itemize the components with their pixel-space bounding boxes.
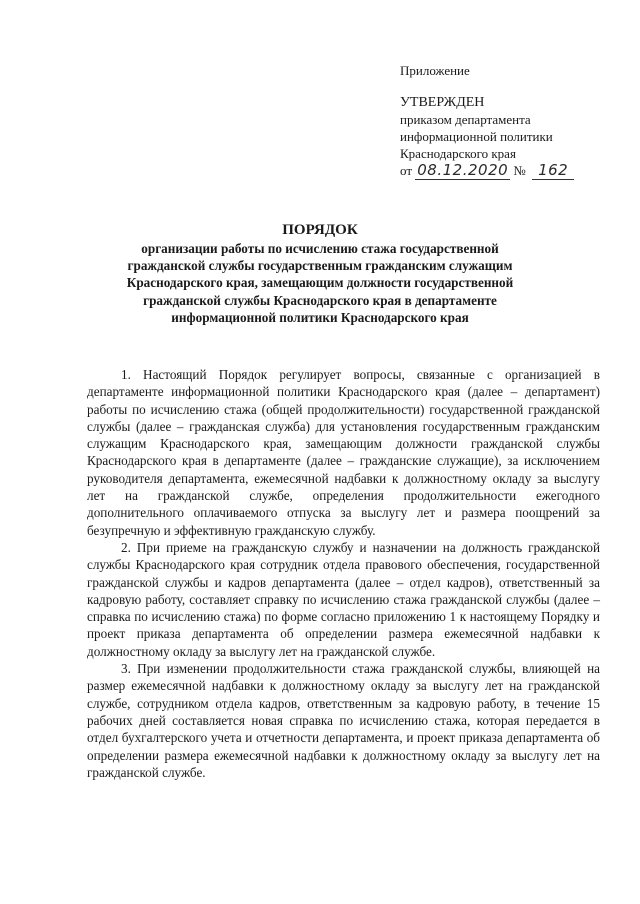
order-line-3: Краснодарского края — [400, 146, 516, 161]
approval-block — [400, 62, 630, 180]
order-date-number-line — [400, 162, 630, 180]
document-body — [87, 366, 600, 781]
subtitle-line-4: гражданской службы Краснодарского края в департаменте — [143, 292, 497, 308]
order-line-1: приказом департамента — [400, 112, 531, 127]
subtitle-line-3: Краснодарского края, замещающим должности государственной — [126, 275, 514, 291]
subtitle-line-2: гражданской службы государственным гражданским служащим — [127, 258, 513, 274]
subtitle-line-1: организации работы по исчислению стажа государственной — [141, 241, 499, 256]
number-sign: № — [513, 163, 526, 178]
subtitle-line-5: информационной политики Краснодарского края — [171, 309, 469, 325]
paragraph-2: 2. При приеме на гражданскую службу и назначении на должность гражданской службы Краснодарского края сотрудник отдела правового обеспечения, государственной гражданской службы и кадров департамента (далее – отдел кадров), ответственный за кадровую работу, составляет справку по исчислению стажа гражданской службы (далее – справка по исчислению стажа) по форме согласно приложению 1 к настоящему Порядку и проект приказа департамента об определении размера ежемесячной надбавки к должностному окладу за выслугу лет на гражданской службе. — [87, 539, 600, 659]
document-title: ПОРЯДОК — [282, 222, 358, 238]
from-prefix: от — [400, 163, 413, 178]
paragraph-1: 1. Настоящий Порядок регулирует вопросы, связанные с организацией в департаменте информационной политики Краснодарского края (далее – департамент) работы по исчислению стажа (общей продолжительности) государственной гражданской службы (далее – гражданская служба) для установления государственным гражданским служащим Краснодарского края, замещающим должности гражданской службы Краснодарского края в департаменте (далее – гражданские служащие), за исключением руководителя департамента, ежемесячной надбавки к должностному окладу за выслугу лет на гражданской службе, определения продолжительности ежегодного дополнительного оплачиваемого отпуска за выслугу лет и размера поощрений за безупречную и эффективную гражданскую службу. — [87, 367, 600, 538]
handwritten-date: 08.12.2020 — [417, 161, 509, 179]
appendix-label: Приложение — [400, 63, 470, 78]
approved-label: УТВЕРЖДЕН — [400, 95, 485, 110]
handwritten-number: 162 — [532, 162, 574, 180]
order-line-2: информационной политики — [400, 129, 553, 144]
paragraph-3: 3. При изменении продолжительности стажа гражданской службы, влияющей на размер ежемесячной надбавки к должностному окладу за выслугу лет на гражданской службе, сотрудником отдела кадров, ответственным за кадровую работу, в течение 15 рабочих дней составляется новая справка по исчислению стажа, которая передается в отдел бухгалтерского учета и отчетности департамента, и проект приказа департамента об определении размера ежемесячной надбавки к должностному окладу за выслугу лет на гражданской службе. — [87, 661, 600, 780]
document-subtitle — [105, 240, 535, 326]
